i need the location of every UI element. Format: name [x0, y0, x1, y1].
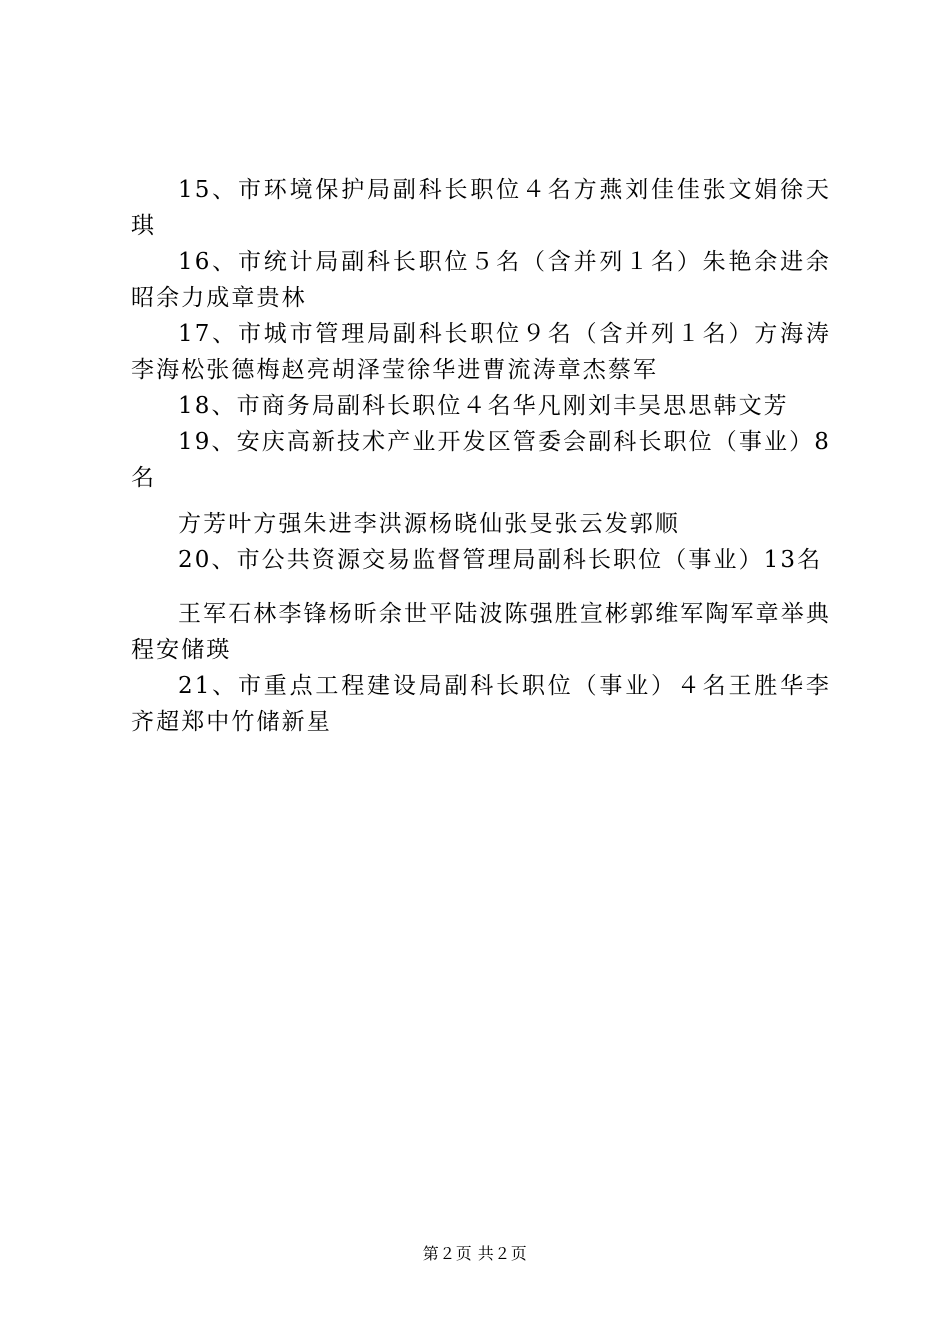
paragraph-names-19: 方芳叶方强朱进李洪源杨晓仙张旻张云发郭顺 — [178, 511, 680, 537]
paragraph-names-20: 王军石林李锋杨昕余世平陆波陈强胜宣彬郭维军陶军章举典程安储瑛 — [131, 601, 831, 663]
document-body — [131, 172, 831, 740]
paragraph-item-16: 16、市统计局副科长职位５名（含并列１名）朱艳余进余昭余力成章贵林 — [131, 249, 831, 311]
paragraph-item-15: 15、市环境保护局副科长职位４名方燕刘佳佳张文娟徐天琪 — [131, 177, 831, 239]
paragraph-item-21: 21、市重点工程建设局副科长职位（事业）４名王胜华李齐超郑中竹储新星 — [131, 673, 831, 735]
paragraph-item-20: 20、市公共资源交易监督管理局副科长职位（事业）13名 — [178, 547, 823, 573]
page-number-footer: 第２页 共２页 — [422, 1244, 528, 1263]
paragraph-item-17: 17、市城市管理局副科长职位９名（含并列１名）方海涛李海松张德梅赵亮胡泽莹徐华进曹流涛章杰蔡军 — [131, 321, 831, 383]
paragraph-item-19: 19、安庆高新技术产业开发区管委会副科长职位（事业）8名 — [131, 429, 831, 491]
paragraph-item-18: 18、市商务局副科长职位４名华凡刚刘丰吴思思韩文芳 — [178, 393, 789, 419]
